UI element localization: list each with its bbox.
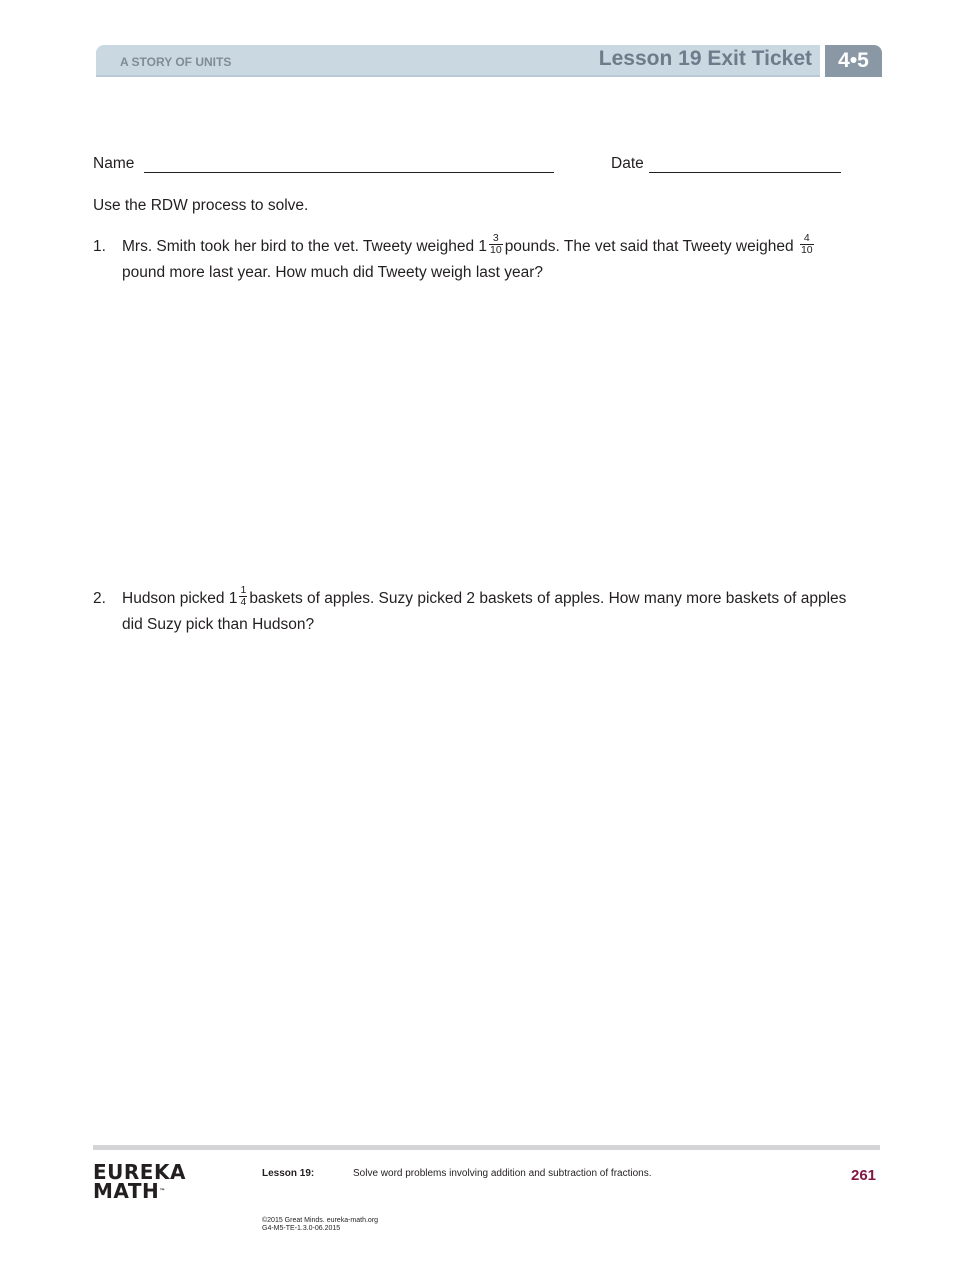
fraction-denominator: 10 [800,244,813,257]
name-field[interactable] [144,172,554,173]
footer-rule [93,1145,880,1150]
copyright-line: ©2015 Great Minds. eureka-math.org [262,1217,379,1224]
lesson-title: Lesson 19 Exit Ticket [598,47,812,70]
fraction-numerator: 1 [240,584,247,597]
instructions: Use the RDW process to solve. [93,197,309,214]
fraction [239,585,247,608]
name-label: Name [93,155,135,172]
fraction-numerator: 4 [800,233,814,245]
footer-lesson-description: Solve word problems involving addition and subtraction of fractions. [353,1168,652,1179]
date-field[interactable] [649,172,841,173]
problem-text [122,586,882,638]
problem-text-segment: Mrs. Smith took her bird to the vet. Tweety weighed 1 [122,238,487,255]
fraction [489,233,503,256]
problem-line [122,586,882,612]
logo-line-1: EUREKA [93,1160,186,1184]
problem-number: 2. [93,590,106,607]
problem-text [122,234,882,286]
footer-lesson-label: Lesson 19: [262,1168,315,1179]
copyright [262,1217,378,1233]
fraction-denominator: 4 [240,596,247,609]
problem-line: pound more last year. How much did Tweety weigh last year? [122,264,544,281]
date-label: Date [611,155,644,172]
logo-line-2 [93,1179,186,1203]
grade-module-badge: 4•5 [825,45,882,77]
document-code: G4-M5-TE-1.3.0-06.2015 [262,1225,341,1232]
fraction [800,233,814,256]
problem-text-segment: pounds. The vet said that Tweety weighed [504,238,794,255]
series-label: A STORY OF UNITS [120,55,232,69]
problem-line [122,234,882,260]
problem-text-segment: Hudson picked 1 [122,590,238,607]
fraction-denominator: 10 [490,244,502,257]
problem-text-segment: baskets of apples. Suzy picked 2 baskets of apples. How many more baskets of apples [249,590,847,607]
fraction-numerator: 3 [489,233,503,245]
problem-number: 1. [93,238,106,255]
logo-text: MATH [93,1179,160,1203]
page-number: 261 [851,1167,877,1184]
eureka-math-logo [93,1160,186,1203]
trademark-symbol: ™ [159,1188,166,1195]
problem-line: did Suzy pick than Hudson? [122,616,315,633]
